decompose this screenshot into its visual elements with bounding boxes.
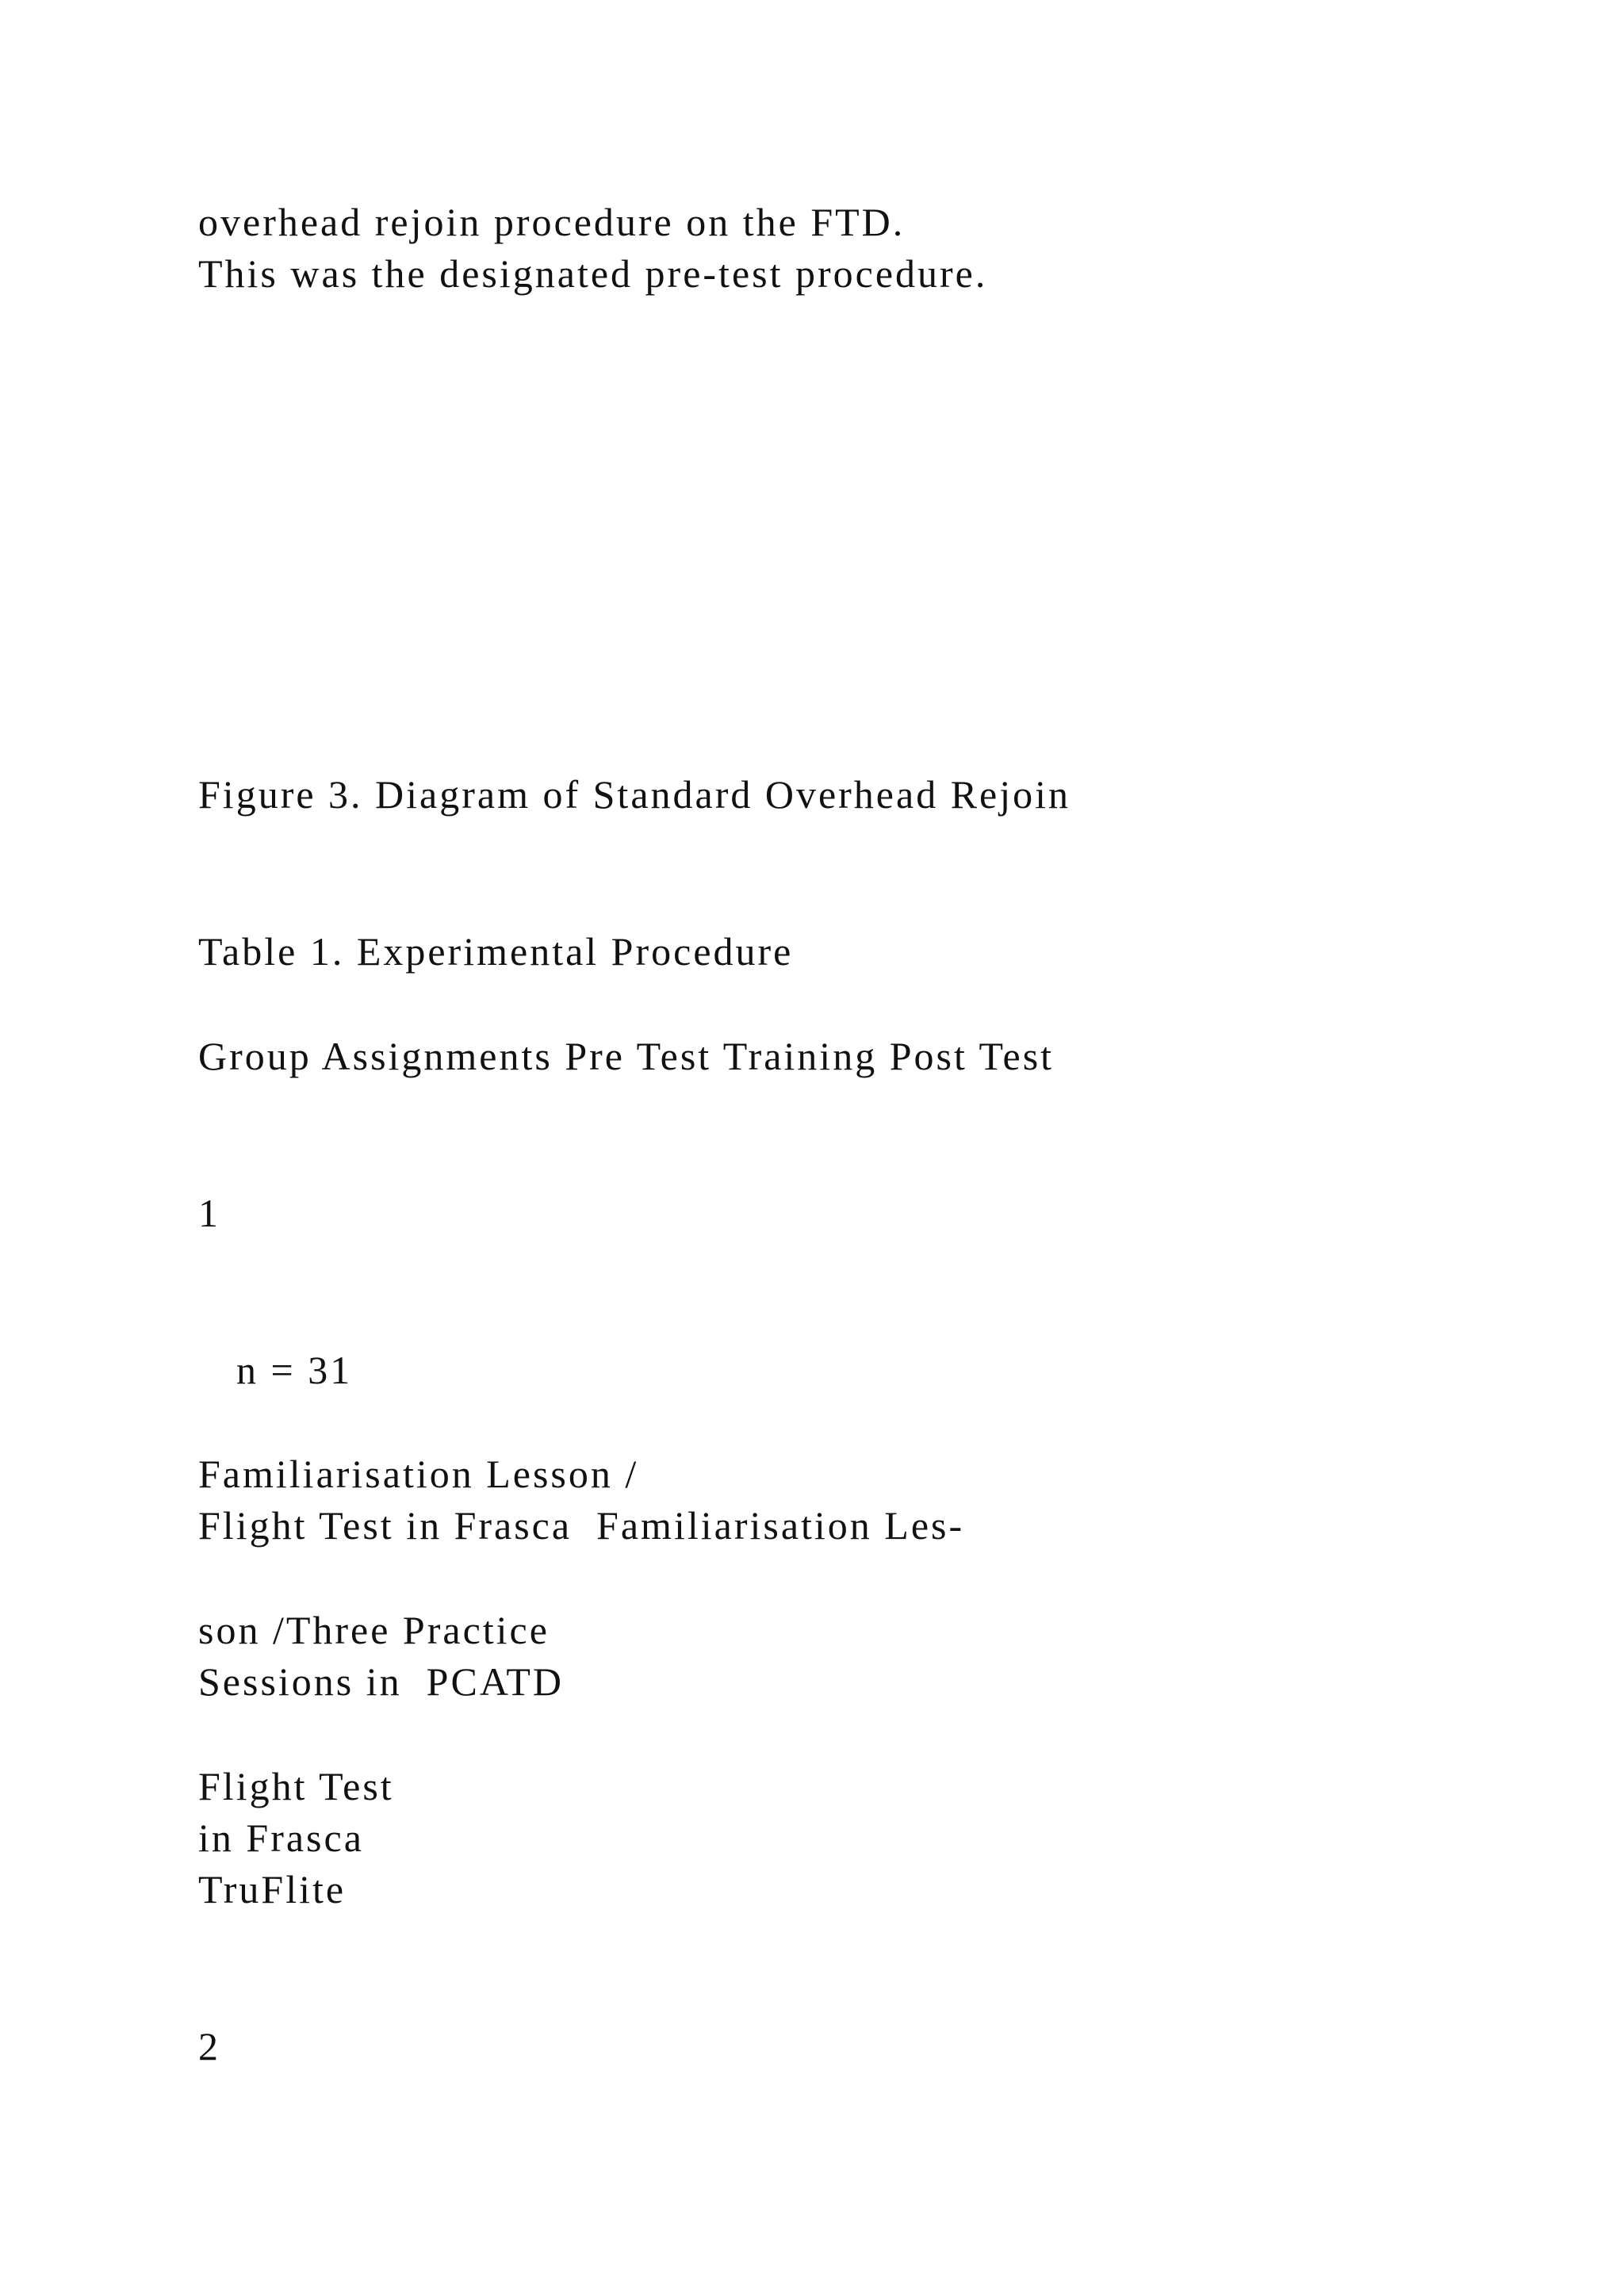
figure-caption: Figure 3. Diagram of Standard Overhead Rejoin	[198, 772, 1071, 817]
table-cell-text: Flight Test in Frasca Familiarisation Les-	[198, 1503, 965, 1548]
table-header: Group Assignments Pre Test Training Post Test	[198, 1034, 1055, 1078]
sample-size: n = 31	[236, 1348, 353, 1392]
body-text-line: This was the designated pre-test procedure.	[198, 251, 988, 296]
group-number: 2	[198, 2024, 220, 2068]
table-cell-text: Familiarisation Lesson /	[198, 1452, 639, 1496]
table-caption: Table 1. Experimental Procedure	[198, 929, 794, 974]
table-cell-text: TruFlite	[198, 1867, 347, 1911]
body-text-line: overhead rejoin procedure on the FTD.	[198, 200, 906, 244]
group-number: 1	[198, 1191, 220, 1235]
table-cell-text: in Frasca	[198, 1816, 364, 1860]
table-cell-text: son /Three Practice	[198, 1608, 550, 1652]
table-cell-text: Sessions in PCATD	[198, 1659, 565, 1704]
table-cell-text: Flight Test	[198, 1764, 394, 1808]
